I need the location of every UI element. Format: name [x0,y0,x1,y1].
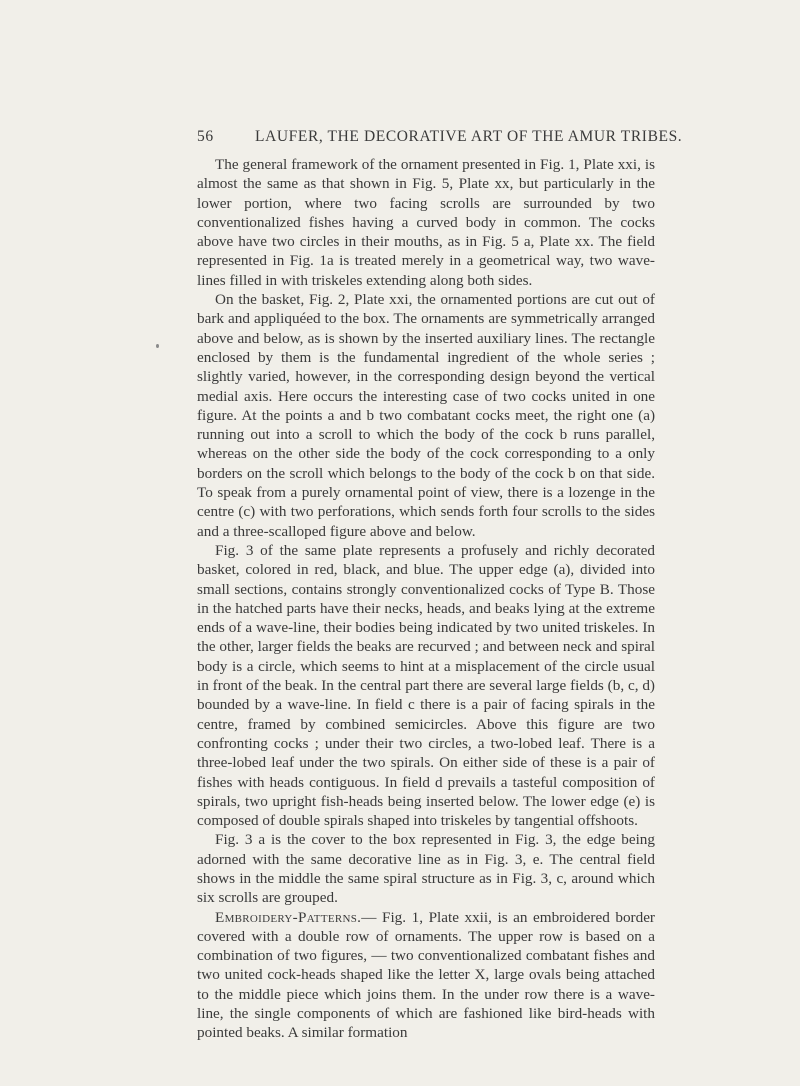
running-title: LAUFER, THE DECORATIVE ART OF THE AMUR TRIBES. [255,128,683,145]
margin-speck [156,344,159,348]
paragraph-basket-fig-3: Fig. 3 of the same plate represents a profusely and richly decorated basket, colored in red, black, and blue. The upper edge (a), divided into small sections, contains strongly conventionalized cocks of Type B. Those in the hatched parts have their necks, heads, and beaks lying at the extreme ends of a wave-line, their bodies being indicated by two united triskeles. In the other, larger fields the beaks are recurved ; and between neck and spiral body is a circle, which seems to hint at a misplacement of the circle usual in front of the beak. In the central part there are several large fields (b, c, d) bounded by a wave-line. In field c there is a pair of facing spirals in the centre, framed by combined semicircles. Above this figure are two confronting cocks ; under their two circles, a two-lobed leaf. There is a three-lobed leaf under the two spirals. On either side of these is a pair of fishes with heads contiguous. In field d prevails a tasteful composition of spirals, two upright fish-heads being inserted below. The lower edge (e) is composed of double spirals shaped into triskeles by tangential offshoots. [197,541,655,830]
paragraph-plate-xxi-fig-1: The general framework of the ornament presented in Fig. 1, Plate xxi, is almost the same as that shown in Fig. 5, Plate xx, but particularly in the lower portion, where two facing scrolls are surrounded by two conventionalized fishes having a curved body in common. The cocks above have two circles in their mouths, as in Fig. 5 a, Plate xx. The field represented in Fig. 1a is treated merely in a geometrical way, two wave-lines filled in with triskeles extending along both sides. [197,156,655,289]
paragraph-text: — Fig. 1, Plate xxii, is an embroidered border covered with a double row of ornaments. The upper row is based on a combination of two figures, — two conventionalized combatant fishes and two united cock-heads shaped like the letter X, large ovals being attached to the middle piece which joins them. In the under row there is a wave-line, the single components of which are fashioned like bird-heads with pointed beaks. A similar formation [197,908,655,1042]
paragraph-embroidery-patterns [197,908,655,1043]
running-head [197,128,683,150]
page-number: 56 [197,128,214,145]
paragraph-basket-fig-2: On the basket, Fig. 2, Plate xxi, the ornamented portions are cut out of bark and appliquéed to the box. The ornaments are symmetrically arranged above and below, as is shown by the inserted auxiliary lines. The rectangle enclosed by them is the fundamental ingredient of the whole series ; slightly varied, however, in the corresponding design beyond the vertical medial axis. Here occurs the interesting case of two cocks united in one figure. At the points a and b two combatant cocks meet, the right one (a) running out into a scroll to which the body of the cock b runs parallel, whereas on the other side the body of the cock corresponding to a only borders on the scroll which belongs to the body of the cock b on that side. To speak from a purely ornamental point of view, there is a lozenge in the centre (c) with two perforations, which sends forth four scrolls to the sides and a three-scalloped figure above and below. [197,291,655,540]
paragraph-cover-fig-3a: Fig. 3 a is the cover to the box represented in Fig. 3, the edge being adorned with the same decorative line as in Fig. 3, e. The central field shows in the middle the same spiral structure as in Fig. 3, c, around which six scrolls are grouped. [197,831,655,907]
section-heading: Embroidery-Patterns. [215,908,362,926]
body-text [197,155,655,1043]
